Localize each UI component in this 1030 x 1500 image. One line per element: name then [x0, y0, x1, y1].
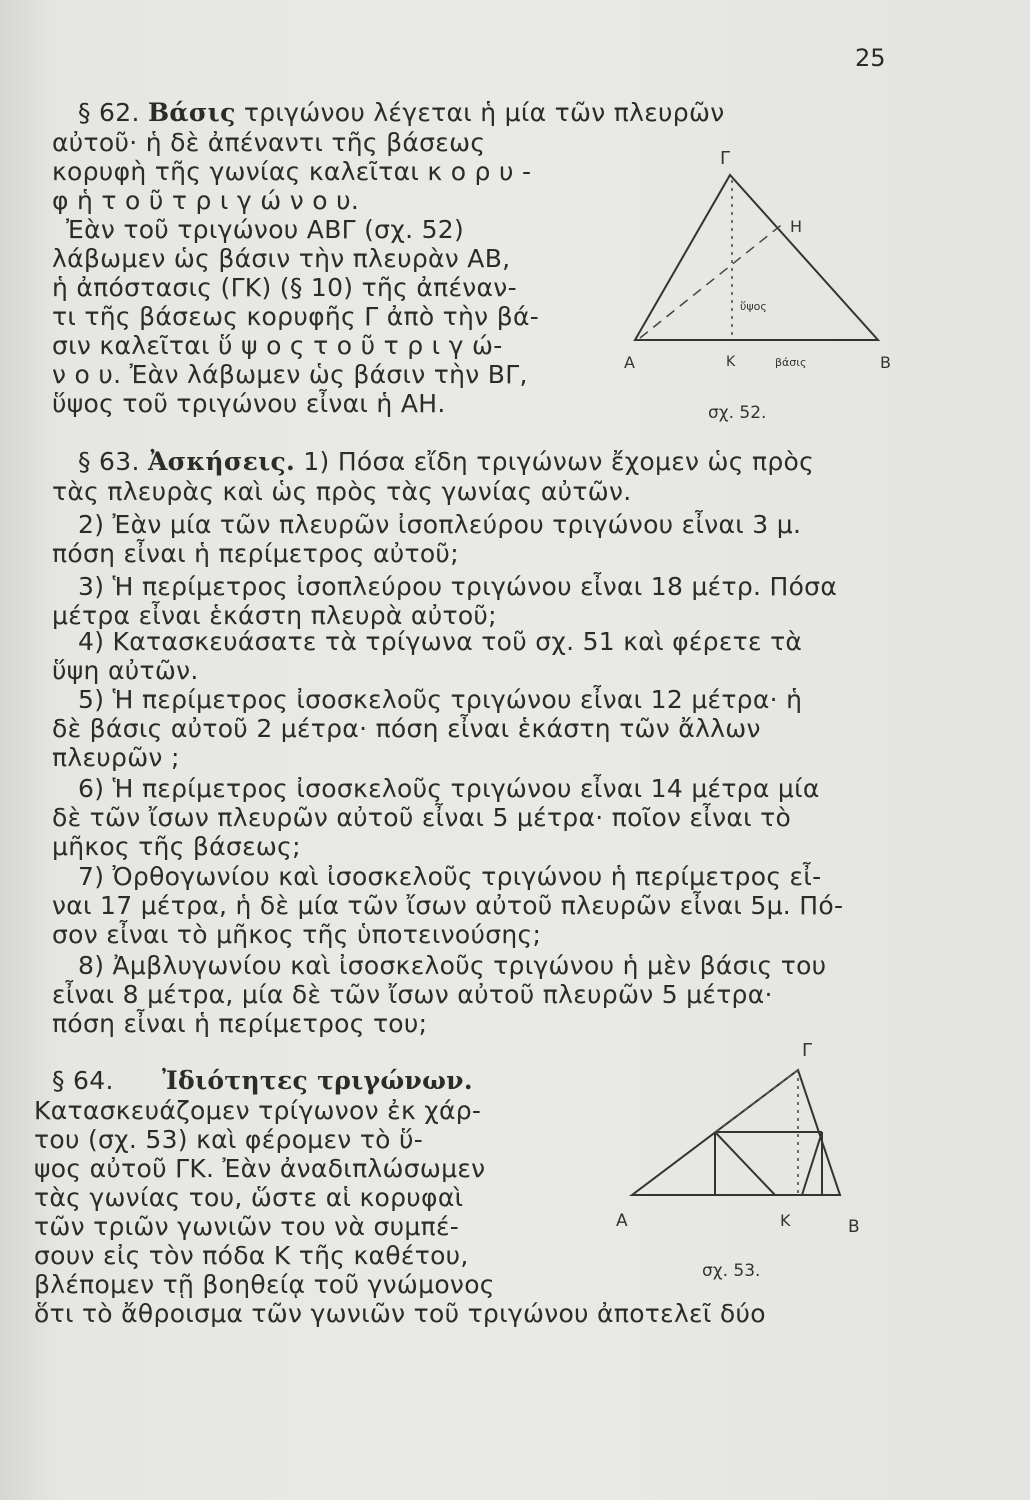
section63-title: Ἀσκήσεις.	[147, 447, 296, 476]
section62-line: λάβωμεν ὡς βάσιν τὴν πλευρὰν ΑΒ,	[52, 244, 511, 273]
section62-line: ἡ ἀπόστασις (ΓΚ) (§ 10) τῆς ἀπέναν-	[52, 273, 517, 302]
section62-title: Βάσις	[147, 98, 236, 127]
section62-line: φ ἡ τ ο ῦ τ ρ ι γ ώ ν ο υ.	[52, 186, 360, 215]
section63-line: πόση εἶναι ἡ περίμετρος αὐτοῦ;	[52, 539, 459, 568]
figure52-caption: σχ. 52.	[708, 403, 767, 423]
figure53-caption: σχ. 53.	[702, 1261, 761, 1281]
section62-line: σιν καλεῖται ὕ ψ ο ς τ ο ῦ τ ρ ι γ ώ-	[52, 331, 503, 360]
section63-line: 2) Ἐὰν μία τῶν πλευρῶν ἰσοπλεύρου τριγώνου εἶναι 3 μ.	[78, 510, 802, 539]
section63-line: 3) Ἡ περίμετρος ἰσοπλεύρου τριγώνου εἶναι 18 μέτρ. Πόσα	[78, 572, 838, 601]
page-number: 25	[855, 44, 886, 72]
section64-line: βλέπομεν τῇ βοηθείᾳ τοῦ γνώμονος	[34, 1270, 495, 1299]
section63-line: 8) Ἀμβλυγωνίου καὶ ἰσοσκελοῦς τριγώνου ἡ μὲν βάσις του	[78, 951, 827, 980]
label-g: Γ	[802, 1040, 813, 1061]
label-b: Β	[880, 353, 891, 372]
section62-line: ὕψος τοῦ τριγώνου εἶναι ἡ ΑΗ.	[52, 389, 446, 418]
section63-heading-line	[78, 447, 814, 476]
section63-line: εἶναι 8 μέτρα, μία δὲ τῶν ἴσων αὐτοῦ πλευρῶν 5 μέτρα·	[52, 980, 773, 1009]
section64-line: τῶν τριῶν γωνιῶν του νὰ συμπέ-	[34, 1212, 460, 1241]
section62-line: κορυφὴ τῆς γωνίας καλεῖται κ ο ρ υ -	[52, 157, 532, 186]
label-a: Α	[624, 353, 635, 372]
label-k: Κ	[780, 1211, 791, 1230]
section63-line: ὕψη αὐτῶν.	[52, 656, 199, 685]
section63-line: 1) Πόσα εἴδη τριγώνων ἔχομεν ὡς πρὸς	[303, 447, 815, 476]
section64-line: ὅτι τὸ ἄθροισμα τῶν γωνιῶν τοῦ τριγώνου ἀποτελεῖ δύο	[34, 1299, 766, 1328]
section62-line: τριγώνου λέγεται ἡ μία τῶν πλευρῶν	[243, 98, 725, 127]
height-ah	[640, 222, 785, 338]
section63-number: § 63.	[78, 447, 140, 476]
label-b: Β	[848, 1217, 860, 1237]
section62-line: τι τῆς βάσεως κορυφῆς Γ ἀπὸ τὴν βά-	[52, 302, 540, 331]
section63-line: 6) Ἡ περίμετρος ἰσοσκελοῦς τριγώνου εἶναι 14 μέτρα μία	[78, 774, 820, 803]
label-g: Γ	[720, 148, 731, 169]
label-base: βάσις	[775, 356, 807, 369]
label-h: Η	[790, 217, 803, 236]
figure-53	[590, 1040, 890, 1290]
section62-line: αὐτοῦ· ἡ δὲ ἀπέναντι τῆς βάσεως	[52, 128, 486, 157]
section63-line: δὲ βάσις αὐτοῦ 2 μέτρα· πόση εἶναι ἑκάστη τῶν ἄλλων	[52, 714, 761, 743]
section62-number: § 62.	[78, 98, 140, 127]
section63-line: ναι 17 μέτρα, ἡ δὲ μία τῶν ἴσων αὐτοῦ πλευρῶν εἶναι 5μ. Πό-	[52, 891, 844, 920]
section62-line: ν ο υ. Ἐὰν λάβωμεν ὡς βάσιν τὴν ΒΓ,	[52, 360, 528, 389]
section63-line: δὲ τῶν ἴσων πλευρῶν αὐτοῦ εἶναι 5 μέτρα· ποῖον εἶναι τὸ	[52, 803, 792, 832]
triangle-abg	[635, 175, 878, 340]
fold-diag-1	[715, 1132, 775, 1195]
section62-heading-line	[78, 98, 724, 127]
section63-line: μέτρα εἶναι ἑκάστη πλευρὰ αὐτοῦ;	[52, 601, 497, 630]
section64-line: σουν εἰς τὸν πόδα Κ τῆς καθέτου,	[34, 1241, 469, 1270]
section64-heading-line	[52, 1066, 473, 1095]
section64-line: του (σχ. 53) καὶ φέρομεν τὸ ὕ-	[34, 1125, 424, 1154]
label-k: Κ	[726, 354, 736, 370]
fold-diag-2	[802, 1132, 822, 1195]
section63-line: πλευρῶν ;	[52, 743, 180, 772]
section63-line: σον εἶναι τὸ μῆκος τῆς ὑποτεινούσης;	[52, 920, 542, 949]
section64-title: Ἰδιότητες τριγώνων.	[161, 1066, 473, 1095]
section64-number: § 64.	[52, 1066, 114, 1095]
section63-line: 7) Ὀρθογωνίου καὶ ἰσοσκελοῦς τριγώνου ἡ περίμετρος εἶ-	[78, 862, 822, 891]
figure-52	[610, 140, 910, 430]
section63-line: 4) Κατασκευάσατε τὰ τρίγωνα τοῦ σχ. 51 καὶ φέρετε τὰ	[78, 627, 803, 656]
section64-line: τὰς γωνίας του, ὥστε αἱ κορυφαὶ	[34, 1183, 464, 1212]
section62-line: Ἐὰν τοῦ τριγώνου ΑΒΓ (σχ. 52)	[66, 215, 465, 244]
section64-line: ψος αὐτοῦ ΓΚ. Ἐὰν ἀναδιπλώσωμεν	[34, 1154, 486, 1183]
section63-line: πόση εἶναι ἡ περίμετρος του;	[52, 1009, 428, 1038]
section64-line: Κατασκευάζομεν τρίγωνον ἐκ χάρ-	[34, 1096, 482, 1125]
section63-line: 5) Ἡ περίμετρος ἰσοσκελοῦς τριγώνου εἶναι 12 μέτρα· ἡ	[78, 685, 803, 714]
section63-line: μῆκος τῆς βάσεως;	[52, 832, 301, 861]
section63-line: τὰς πλευρὰς καὶ ὡς πρὸς τὰς γωνίας αὐτῶν.	[52, 477, 632, 506]
label-height: ὕψος	[740, 300, 767, 313]
label-a: Α	[616, 1211, 628, 1231]
